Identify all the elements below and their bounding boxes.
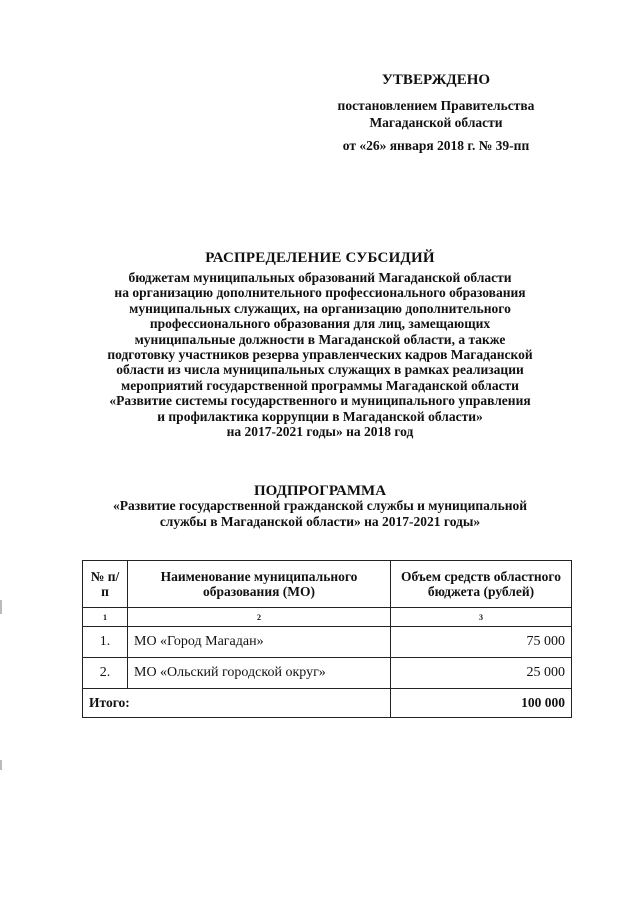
approval-line-1: постановлением Правительства: [337, 98, 535, 113]
row-amount: 75 000: [391, 627, 572, 658]
subtitle-line: «Развитие системы государственного и муниципального управления: [109, 393, 531, 409]
column-number: 3: [391, 608, 572, 627]
total-value: 100 000: [391, 689, 572, 718]
subtitle-line: подготовку участников резерва управленческих кадров Магаданской: [107, 347, 533, 363]
scan-edge-mark: [0, 600, 2, 614]
document-title: РАСПРЕДЕЛЕНИЕ СУБСИДИЙ: [205, 250, 435, 266]
subprogram-line-2: службы в Магаданской области» на 2017-2021 годы»: [159, 513, 481, 529]
subtitle-line: на организацию дополнительного профессионального образования: [114, 285, 526, 301]
approval-line-2: Магаданской области: [369, 115, 503, 130]
row-municipality: МО «Город Магадан»: [128, 627, 391, 658]
column-number-row: [83, 608, 572, 627]
total-row: [83, 689, 572, 718]
table-row: [83, 627, 572, 658]
subtitle-line: на 2017-2021 годы» на 2018 год: [226, 424, 414, 440]
row-number: 2.: [83, 658, 128, 689]
header-municipality: Наименование муниципального образования (МО): [128, 561, 391, 608]
subprogram-name: [60, 498, 580, 529]
document-subtitle: [60, 270, 580, 439]
row-municipality: МО «Ольский городской округ»: [128, 658, 391, 689]
total-label: Итого:: [83, 689, 391, 718]
subtitle-line: бюджетам муниципальных образований Магаданской области: [128, 270, 512, 285]
distribution-table: [82, 560, 572, 718]
subtitle-line: мероприятий государственной программы Магаданской области: [121, 377, 519, 393]
subprogram-line-1: «Развитие государственной гражданской службы и муниципальной: [112, 498, 528, 513]
table-header-row: [83, 561, 572, 608]
column-number: 2: [128, 608, 391, 627]
row-amount: 25 000: [391, 658, 572, 689]
subtitle-line: профессионального образования для лиц, замещающих: [149, 316, 491, 332]
column-number: 1: [83, 608, 128, 627]
approval-date: от «26» января 2018 г. № 39-пп: [342, 138, 530, 153]
approval-block: [306, 72, 566, 154]
scan-edge-mark: [0, 760, 2, 770]
row-number: 1.: [83, 627, 128, 658]
subtitle-line: и профилактика коррупции в Магаданской области»: [157, 408, 483, 424]
subprogram-title: ПОДПРОГРАММА: [253, 483, 387, 499]
subtitle-line: муниципальных служащих, на организацию дополнительного: [129, 300, 511, 316]
header-amount: Объем средств областного бюджета (рублей): [391, 561, 572, 608]
table-row: [83, 658, 572, 689]
header-number: № п/п: [83, 561, 128, 608]
subtitle-line: муниципальные должности в Магаданской области, а также: [134, 331, 506, 347]
subtitle-line: области из числа муниципальных служащих в рамках реализации: [116, 362, 524, 378]
approval-title: УТВЕРЖДЕНО: [381, 72, 491, 88]
